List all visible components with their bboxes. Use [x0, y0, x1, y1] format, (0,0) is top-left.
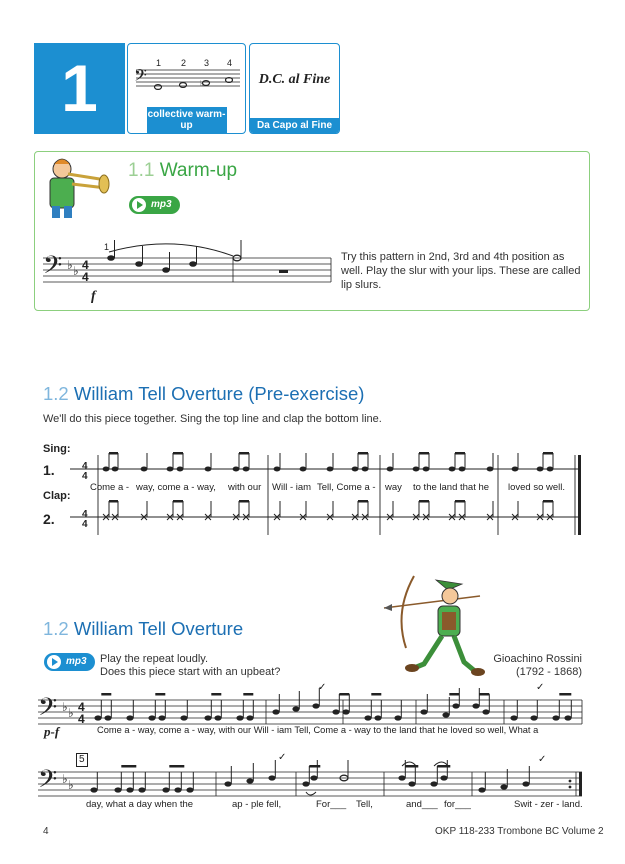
pre-lyric: loved so well.	[508, 482, 566, 493]
positions-staff	[128, 44, 246, 114]
beam	[437, 765, 450, 768]
overture-lyric-2: For___	[316, 799, 347, 810]
note	[452, 703, 459, 708]
note	[342, 709, 349, 714]
instruction-repeat: Play the repeat loudly.	[100, 653, 209, 665]
positions-caption: collective warm-up	[147, 109, 226, 131]
overture-lyric-2: and___	[406, 799, 438, 810]
note	[374, 715, 381, 720]
dc-title: D.C. al Fine	[258, 72, 331, 87]
note	[180, 715, 187, 720]
sing-note	[274, 467, 281, 472]
sing-note	[233, 467, 240, 472]
clap-label: Clap:	[43, 490, 71, 502]
sing-note	[423, 467, 430, 472]
warmup-mp3-label: mp3	[151, 199, 172, 210]
note	[364, 715, 371, 720]
note	[246, 715, 253, 720]
sing-note	[387, 467, 394, 472]
composer	[470, 653, 582, 678]
note	[310, 775, 317, 780]
note	[148, 715, 155, 720]
dynamic-piano-forte: p-f	[44, 724, 60, 739]
beam	[173, 500, 183, 503]
positions-card	[127, 43, 246, 134]
overture-title-text: William Tell Overture	[73, 618, 244, 639]
beam	[419, 500, 429, 503]
beam	[371, 693, 381, 696]
pre-exercise-title-text: William Tell Overture (Pre-exercise)	[73, 383, 365, 404]
note	[552, 715, 559, 720]
note	[126, 715, 133, 720]
beam	[419, 452, 429, 455]
sing-note	[177, 467, 184, 472]
note	[104, 715, 111, 720]
note	[442, 712, 449, 717]
svg-text:4: 4	[82, 270, 89, 284]
sing-note	[141, 467, 148, 472]
sing-note	[112, 467, 119, 472]
pre-exercise-intro: We'll do this piece together. Sing the top line and clap the bottom line.	[43, 413, 382, 425]
dc-card	[249, 43, 340, 134]
svg-text:♭: ♭	[62, 772, 68, 786]
svg-text:4: 4	[78, 700, 85, 714]
note	[472, 703, 479, 708]
note	[138, 787, 145, 792]
svg-text:♭: ♭	[200, 79, 204, 88]
note	[530, 715, 537, 720]
svg-text:♭: ♭	[68, 778, 74, 792]
instruction-upbeat: Does this piece start with an upbeat?	[100, 665, 281, 678]
warmup-number: 1.1	[128, 160, 155, 181]
svg-text:4: 4	[82, 509, 88, 520]
svg-text:4: 4	[82, 258, 89, 272]
beam	[559, 693, 571, 696]
beam	[455, 500, 465, 503]
note	[482, 709, 489, 714]
warmup-staff	[43, 236, 343, 306]
note	[90, 787, 97, 792]
beam	[169, 765, 184, 768]
position-1-label: 1	[156, 58, 162, 68]
note	[224, 781, 231, 786]
svg-text:4: 4	[78, 712, 85, 726]
beam	[543, 452, 553, 455]
note	[564, 715, 571, 720]
overture-number: 1.2	[43, 618, 69, 639]
note	[394, 715, 401, 720]
note	[408, 781, 415, 786]
beam	[173, 452, 183, 455]
beam	[243, 693, 253, 696]
unit-number: 1	[34, 43, 125, 134]
play-icon	[47, 655, 61, 669]
overture-mp3-label: mp3	[66, 656, 87, 667]
sing-note	[352, 467, 359, 472]
bass-clef-icon: 𝄢	[43, 251, 63, 286]
note	[174, 787, 181, 792]
finger-number: 1	[104, 242, 110, 252]
note	[522, 781, 529, 786]
line1-number: 1.	[43, 462, 55, 478]
svg-text:♭: ♭	[68, 706, 74, 720]
beam	[121, 765, 136, 768]
breath-mark: ✓	[538, 754, 547, 765]
note	[246, 778, 253, 783]
sing-label: Sing:	[43, 443, 71, 455]
note	[94, 715, 101, 720]
pre-exercise-number: 1.2	[43, 383, 69, 404]
note	[398, 775, 405, 780]
archer-illustration	[384, 572, 484, 682]
beam	[101, 693, 111, 696]
note	[204, 715, 211, 720]
pre-lyric: Will - iam	[272, 482, 312, 493]
sing-note	[103, 467, 110, 472]
play-icon	[132, 198, 146, 212]
beam	[543, 500, 553, 503]
sing-note	[459, 467, 466, 472]
overture-title	[43, 618, 243, 640]
note	[268, 775, 275, 780]
note	[162, 787, 169, 792]
sing-note	[327, 467, 334, 472]
pre-lyric: Come a -	[90, 482, 130, 493]
book-reference: OKP 118-233 Trombone BC Volume 2	[435, 826, 604, 837]
sing-note	[362, 467, 369, 472]
beam	[449, 693, 459, 696]
rhythm-staves	[70, 445, 590, 545]
note	[158, 715, 165, 720]
pre-exercise-title	[43, 383, 364, 405]
beam	[211, 693, 221, 696]
sing-note	[243, 467, 250, 472]
position-4-label: 4	[227, 58, 233, 68]
note	[420, 709, 427, 714]
svg-text:♭: ♭	[73, 264, 79, 278]
sing-note	[547, 467, 554, 472]
svg-text:4: 4	[82, 461, 88, 472]
pre-lyric: Tell, Come a -	[317, 482, 376, 493]
beam	[405, 765, 418, 768]
beam	[358, 500, 368, 503]
beam	[239, 500, 249, 503]
sing-note	[537, 467, 544, 472]
dynamic-forte: f	[91, 289, 96, 304]
note	[272, 709, 279, 714]
beam	[358, 452, 368, 455]
position-2-label: 2	[181, 58, 187, 68]
svg-text:4: 4	[82, 519, 88, 530]
line2-number: 2.	[43, 511, 55, 527]
dc-caption: Da Capo al Fine	[250, 118, 339, 133]
sing-note	[512, 467, 519, 472]
beam	[339, 693, 349, 696]
svg-text:♭: ♭	[67, 258, 73, 272]
bass-clef-icon: 𝄢	[134, 65, 147, 89]
warmup-title-text: Warm-up	[159, 160, 238, 181]
sing-note	[413, 467, 420, 472]
note	[292, 706, 299, 711]
warmup-mp3-button[interactable]	[129, 196, 180, 214]
note	[214, 715, 221, 720]
warmup-description: Try this pattern in 2nd, 3rd and 4th position as well. Play the slur with your lips. These are called lip slurs.	[341, 251, 581, 291]
pre-lyric: way, come a - way,	[136, 482, 216, 493]
tie	[306, 792, 316, 795]
overture-lyric-2: ap - ple fell,	[232, 799, 282, 810]
overture-instructions	[100, 653, 280, 678]
beam	[479, 693, 489, 696]
note	[186, 787, 193, 792]
note	[332, 709, 339, 714]
breath-mark: ✓	[536, 682, 545, 693]
pre-lyric: to the land that he	[413, 482, 490, 493]
svg-text:4: 4	[82, 471, 88, 482]
breath-mark: ✓	[318, 682, 327, 693]
composer-name: Gioachino Rossini	[493, 653, 582, 665]
note	[126, 787, 133, 792]
note	[510, 715, 517, 720]
sing-note	[300, 467, 307, 472]
overture-mp3-button[interactable]	[44, 653, 95, 671]
bass-clef-icon: 𝄢	[38, 765, 58, 800]
note	[478, 787, 485, 792]
pre-lyric: way	[385, 482, 402, 493]
staff2-notes	[90, 752, 546, 796]
trombone-player-illustration	[42, 156, 112, 221]
beam	[309, 765, 320, 768]
beam	[109, 500, 118, 503]
position-3-label: 3	[204, 58, 210, 68]
sing-note	[205, 467, 212, 472]
beam	[455, 452, 465, 455]
overture-lyrics-1: Come a - way, come a - way, with our Will - iam Tell, Come a - way to the land that he loved so well, What a	[97, 725, 539, 735]
beam	[239, 452, 249, 455]
overture-lyric-2: Swit - zer - land.	[514, 799, 583, 810]
note	[302, 781, 309, 786]
sing-note	[167, 467, 174, 472]
beam	[109, 452, 118, 455]
overture-lyric-2: day, what a day when the	[86, 799, 194, 810]
note	[430, 781, 437, 786]
sing-note	[449, 467, 456, 472]
sing-note	[487, 467, 494, 472]
measure-number: 5	[76, 753, 88, 767]
note	[236, 715, 243, 720]
note	[440, 775, 447, 780]
overture-lyric-2: for___	[444, 799, 471, 810]
overture-lyric-2: Tell,	[356, 799, 373, 810]
svg-text:♭: ♭	[62, 700, 68, 714]
note	[500, 784, 507, 789]
page-number: 4	[43, 826, 49, 837]
warmup-title	[128, 160, 237, 182]
beam	[155, 693, 165, 696]
breath-mark: ✓	[278, 752, 287, 763]
bass-clef-icon: 𝄢	[38, 693, 58, 728]
note	[312, 703, 319, 708]
pre-lyric: with our	[228, 482, 262, 493]
composer-dates: (1792 - 1868)	[515, 665, 582, 678]
note	[114, 787, 121, 792]
